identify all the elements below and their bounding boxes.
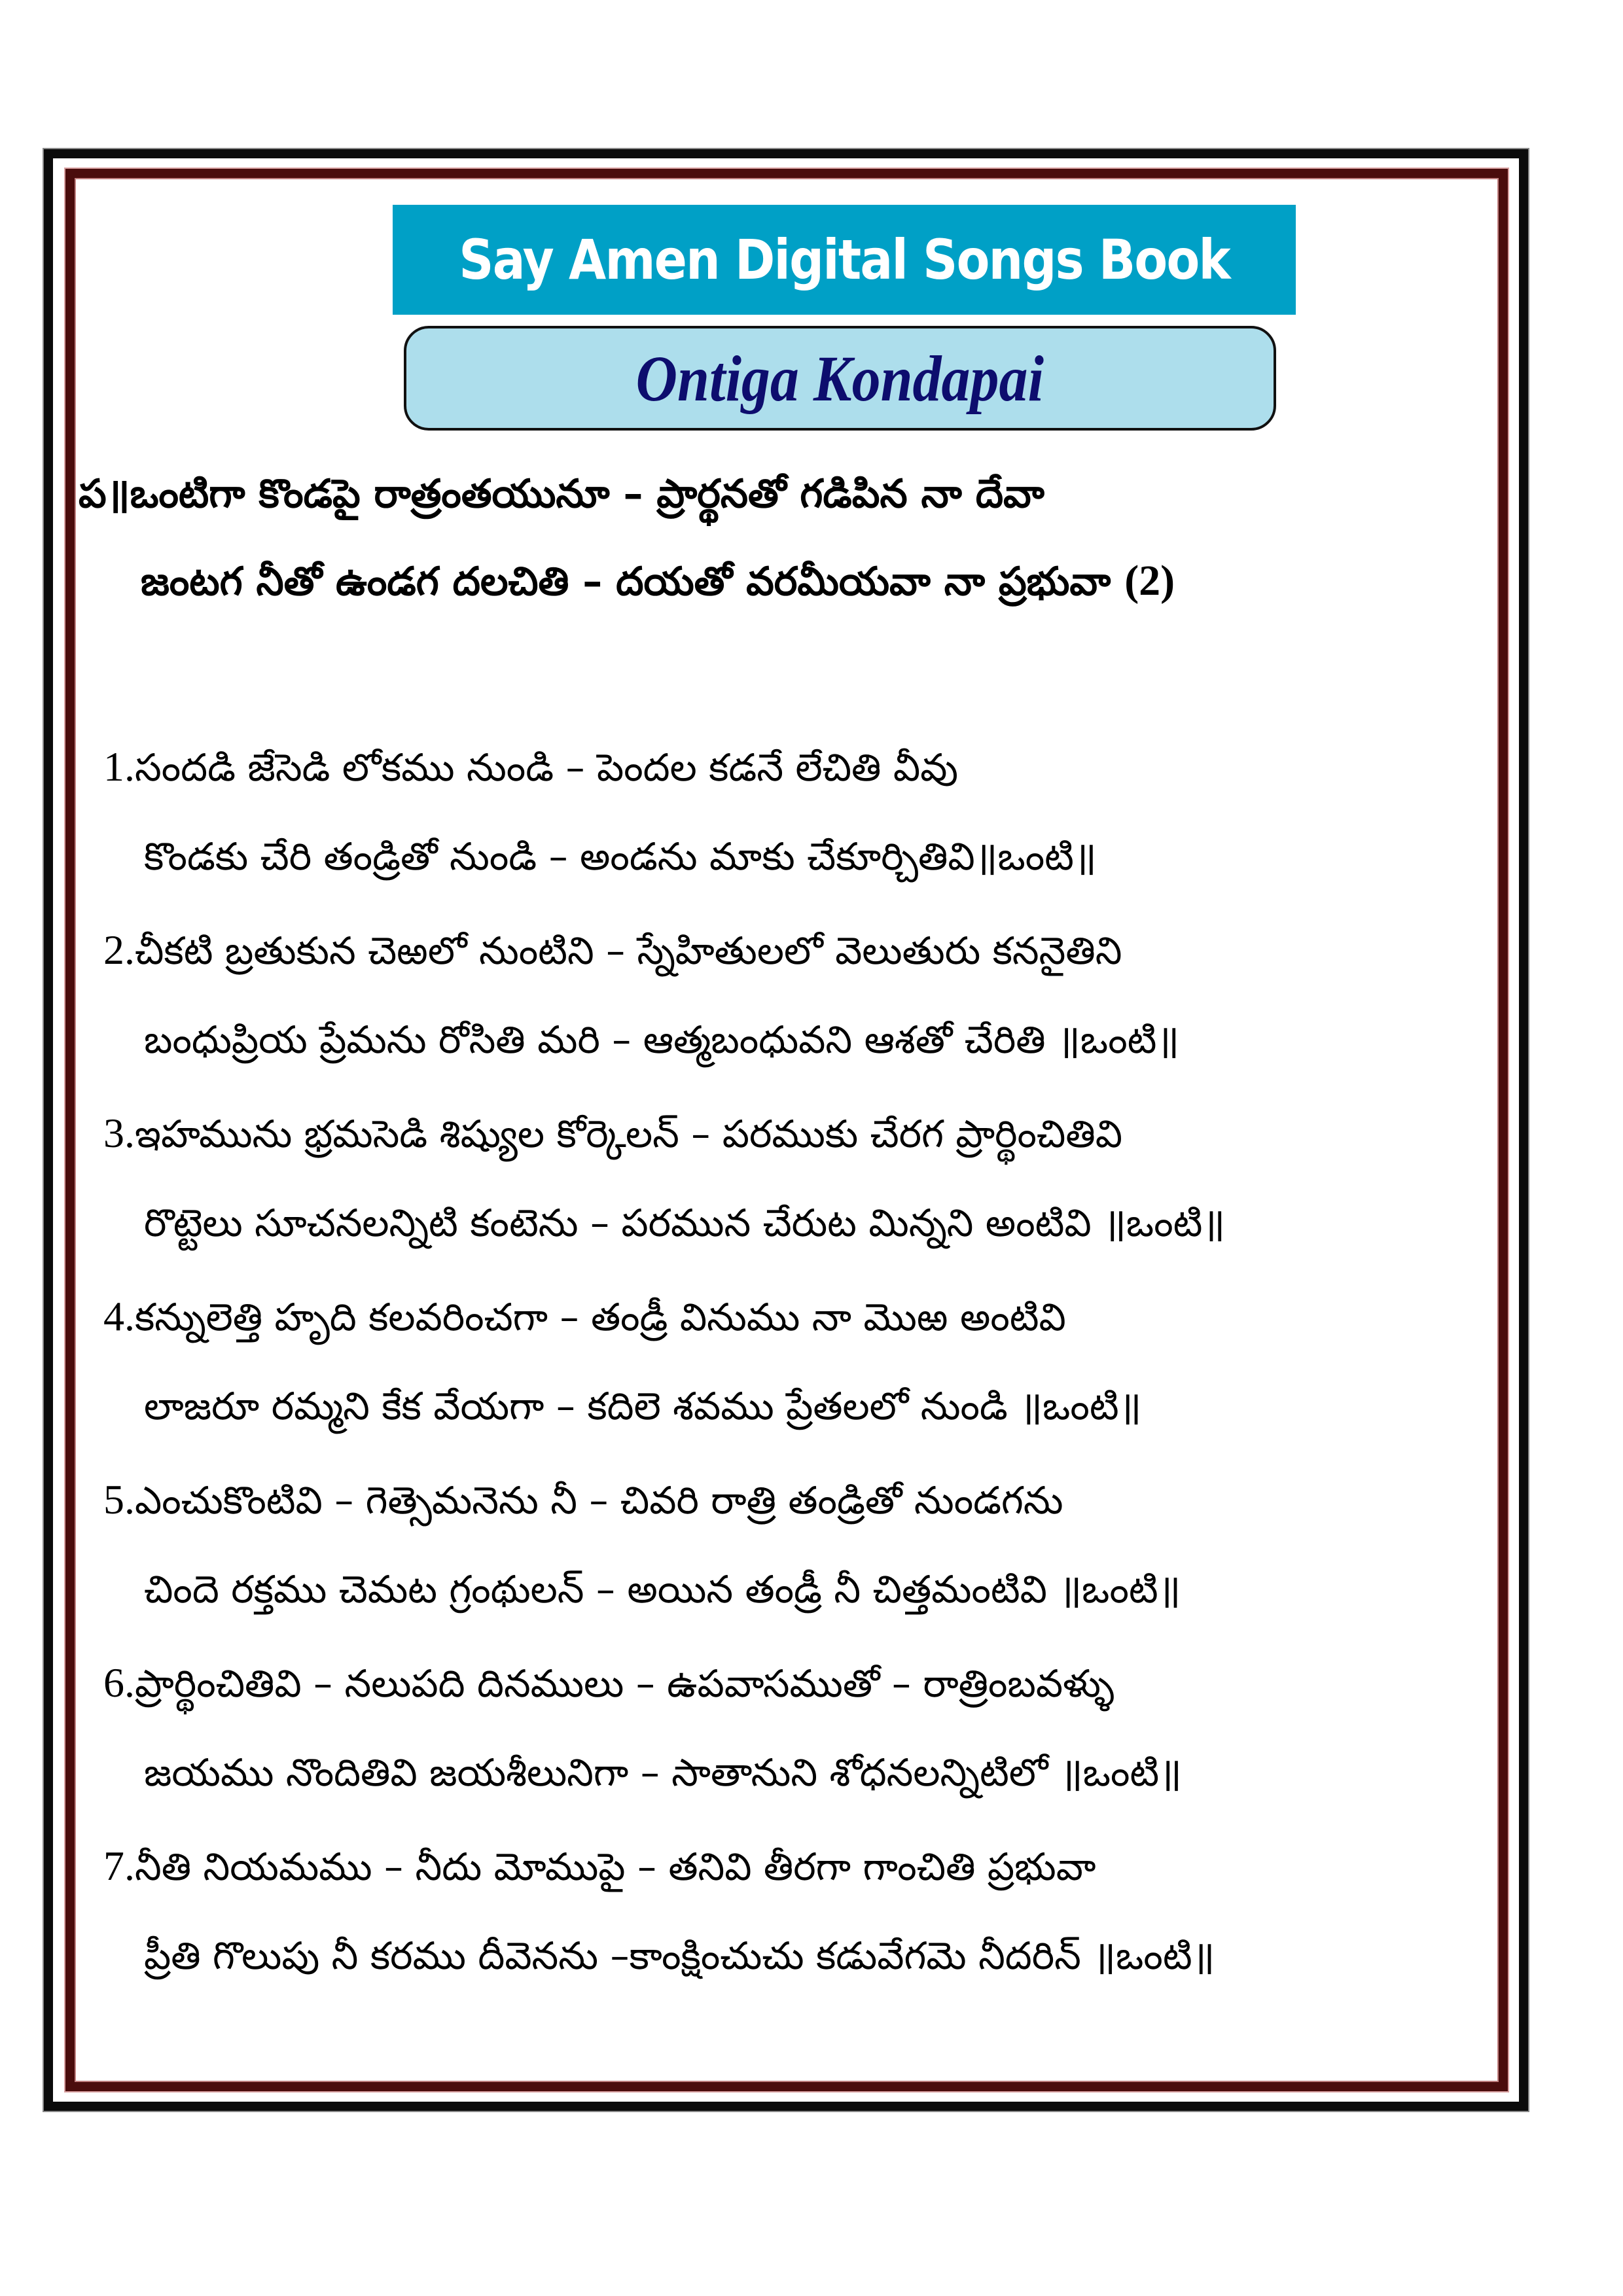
verse-6-line-1	[103, 1659, 1115, 1716]
verse-7-line-1	[103, 1842, 1096, 1899]
verse-text: ఇహమును భ్రమసెడి శిష్యుల కోర్కెలన్ – పరముకు చేరగ ప్రార్థించితివి	[135, 1112, 1122, 1156]
chorus-line-1: ప॥ఒంటిగా కొండపై రాత్రంతయునూ – ప్రార్థనతో గడిపిన నా దేవా	[79, 471, 1044, 517]
song-title: Ontiga Kondapai	[635, 342, 1044, 415]
verse-number: 1.	[103, 743, 135, 790]
verse-5-line-2: చిందె రక్తము చెమట గ్రంథులన్ – అయిన తండ్రీ నీ చిత్తమంటివి ॥ఒంటి॥	[144, 1567, 1181, 1612]
verse-6-line-2: జయము నొందితివి జయశీలునిగా – సాతానుని శోధనలన్నిటిలో ॥ఒంటి॥	[144, 1750, 1182, 1795]
verse-1-line-1	[103, 743, 958, 800]
song-title-pill	[404, 326, 1276, 431]
verse-7-line-2: ప్రీతి గొలుపు నీ కరము దీవెనను –కాంక్షించుచు కడువేగమె నీదరిన్ ॥ఒంటి॥	[144, 1934, 1215, 1978]
songbook-title-banner	[393, 205, 1296, 315]
verse-number: 7.	[103, 1843, 135, 1889]
chorus-line-2	[141, 556, 1175, 614]
verse-number: 5.	[103, 1476, 135, 1523]
verse-number: 3.	[103, 1110, 135, 1156]
verse-number: 6.	[103, 1659, 135, 1706]
verse-2-line-1	[103, 926, 1122, 983]
verse-text: చీకటి బ్రతుకున చెఱలో నుంటిని – స్నేహితులలో వెలుతురు కననైతిని	[135, 928, 1122, 973]
verse-number: 2.	[103, 927, 135, 973]
verse-text: ప్రార్థించితివి – నలుపది దినములు – ఉపవాసముతో – రాత్రింబవళ్ళు	[135, 1661, 1115, 1706]
verse-3-line-1	[103, 1109, 1122, 1166]
verse-text: కన్నులెత్తి హృది కలవరించగా – తండ్రీ వినుము నా మొఱ అంటివి	[135, 1295, 1066, 1339]
verse-4-line-2: లాజరూ రమ్మని కేక వేయగా – కదిలె శవము ప్రేతలలో నుండి ॥ఒంటి॥	[144, 1384, 1142, 1428]
verse-3-line-2: రొట్టెలు సూచనలన్నిటి కంటెను – పరమున చేరుట మిన్నని అంటివి ॥ఒంటి॥	[144, 1201, 1226, 1245]
songbook-title: Say Amen Digital Songs Book	[459, 228, 1230, 292]
verse-number: 4.	[103, 1293, 135, 1339]
chorus-repeat-marker: (2)	[1124, 557, 1175, 605]
verse-1-line-2: కొండకు చేరి తండ్రితో నుండి – అండను మాకు చేకూర్చితివి॥ఒంటి॥	[144, 834, 1097, 879]
verse-text: ఎంచుకొంటివి – గెత్సెమనెను నీ – చివరి రాత్రి తండ్రితో నుండగను	[135, 1478, 1063, 1523]
verse-5-line-1	[103, 1475, 1063, 1532]
verse-2-line-2: బంధుప్రియ ప్రేమను రోసితి మరి – ఆత్మబంధువని ఆశతో చేరితి ॥ఒంటి॥	[144, 1017, 1180, 1062]
verse-4-line-1	[103, 1292, 1066, 1349]
chorus-line-2-text: జంటగ నీతో ఉండగ దలచితి – దయతో వరమీయవా నా ప్రభువా	[141, 559, 1111, 605]
verse-text: సందడి జేసెడి లోకము నుండి – పెందల కడనే లేచితి వీవు	[135, 745, 958, 790]
verse-text: నీతి నియమము – నీదు మోముపై – తనివి తీరగా గాంచితి ప్రభువా	[135, 1845, 1096, 1889]
